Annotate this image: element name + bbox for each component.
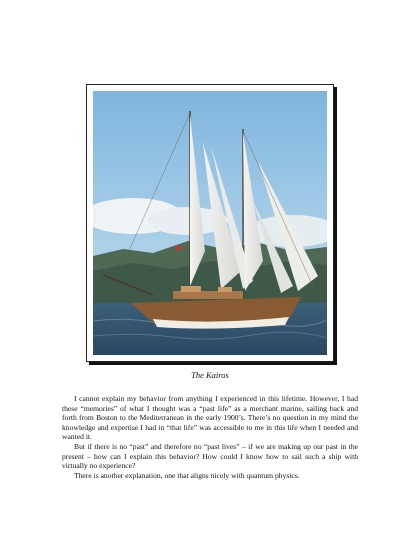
paragraph: But if there is no “past” and therefore no “past lives” – if we are making up our past in the present – how can I explain this behavior? How could I know how to sail such a ship with virtually no experience? (62, 441, 358, 471)
photo-caption: The Kairos (191, 370, 229, 380)
photo-frame (86, 84, 334, 362)
sailing-ship-photo (93, 91, 327, 355)
paragraph: There is another explanation, one that aligns nicely with quantum physics. (74, 470, 300, 480)
body-text (62, 389, 358, 480)
paragraph: I cannot explain my behavior from anything I experienced in this lifetime. However, I had these “memories” of what I thought was a “past life” as a merchant marine, sailing back and forth from Boston to the Mediterranean in the early 1900’s. There’s no question in my mind the knowledge and expertise I had in “that life” was accessible to me in this life when I needed and wanted it. (62, 394, 358, 442)
